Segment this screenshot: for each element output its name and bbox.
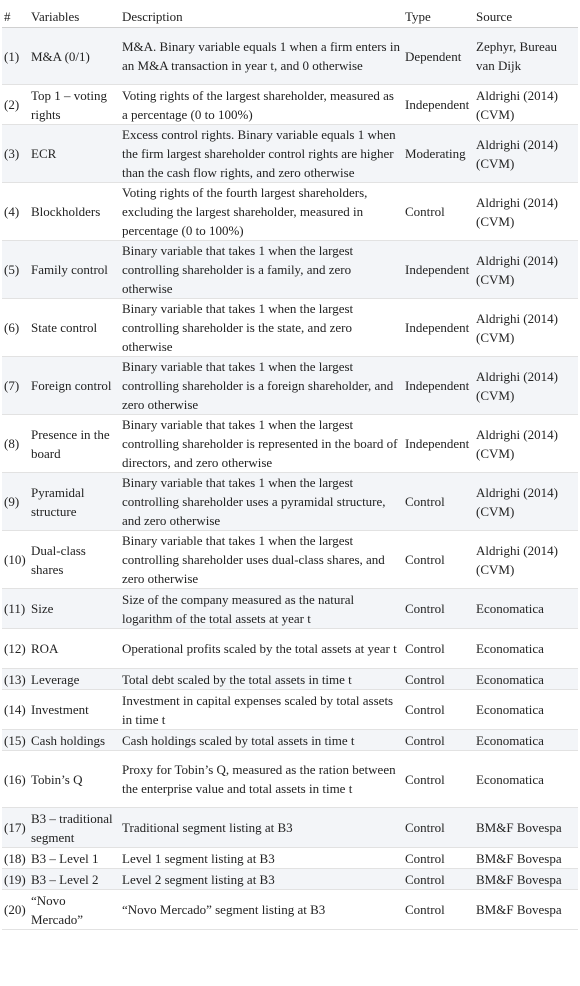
variable-source: Aldrighi (2014) (CVM) (474, 415, 578, 473)
variable-type: Control (403, 531, 474, 589)
table-row (2, 890, 578, 930)
table-row (2, 669, 578, 690)
variable-type: Independent (403, 299, 474, 357)
variable-name: Family control (29, 241, 120, 299)
variable-source: Aldrighi (2014) (CVM) (474, 299, 578, 357)
row-number: (10) (2, 531, 29, 589)
variable-source: Aldrighi (2014) (CVM) (474, 357, 578, 415)
variable-source: Economatica (474, 669, 578, 690)
row-number: (1) (2, 28, 29, 85)
variable-description: M&A. Binary variable equals 1 when a firm enters in an M&A transaction in year t, and 0 otherwise (120, 28, 403, 85)
variable-source: BM&F Bovespa (474, 848, 578, 869)
table-row (2, 85, 578, 125)
variable-name: State control (29, 299, 120, 357)
table-row (2, 357, 578, 415)
variable-description: Binary variable that takes 1 when the largest controlling shareholder uses a pyramidal structure, and zero otherwise (120, 473, 403, 531)
variable-description: Proxy for Tobin’s Q, measured as the ration between the enterprise value and total assets in time t (120, 751, 403, 808)
variable-description: Binary variable that takes 1 when the largest controlling shareholder is the state, and zero otherwise (120, 299, 403, 357)
table-row (2, 751, 578, 808)
table-header-row (2, 2, 578, 28)
variable-type: Control (403, 629, 474, 669)
variable-name: B3 – Level 2 (29, 869, 120, 890)
table-row (2, 690, 578, 730)
row-number: (8) (2, 415, 29, 473)
variable-type: Control (403, 669, 474, 690)
variable-source: Aldrighi (2014) (CVM) (474, 183, 578, 241)
variable-type: Control (403, 589, 474, 629)
variable-name: Blockholders (29, 183, 120, 241)
header-number: # (2, 2, 29, 28)
row-number: (17) (2, 808, 29, 848)
header-source: Source (474, 2, 578, 28)
variable-source: Aldrighi (2014) (CVM) (474, 125, 578, 183)
table-row (2, 869, 578, 890)
table-row (2, 241, 578, 299)
table-row (2, 28, 578, 85)
variable-name: Investment (29, 690, 120, 730)
variable-type: Control (403, 808, 474, 848)
table-row (2, 589, 578, 629)
table-row (2, 730, 578, 751)
variable-name: Tobin’s Q (29, 751, 120, 808)
variable-type: Control (403, 730, 474, 751)
row-number: (16) (2, 751, 29, 808)
variable-type: Independent (403, 357, 474, 415)
variable-name: ECR (29, 125, 120, 183)
variable-type: Independent (403, 241, 474, 299)
variable-description: Level 1 segment listing at B3 (120, 848, 403, 869)
variable-name: Size (29, 589, 120, 629)
variable-name: ROA (29, 629, 120, 669)
variables-table (2, 2, 578, 930)
variable-source: Economatica (474, 589, 578, 629)
variable-description: Investment in capital expenses scaled by total assets in time t (120, 690, 403, 730)
variable-type: Independent (403, 85, 474, 125)
variable-source: Aldrighi (2014) (CVM) (474, 241, 578, 299)
header-type: Type (403, 2, 474, 28)
variable-type: Control (403, 869, 474, 890)
variable-name: Pyramidal structure (29, 473, 120, 531)
row-number: (9) (2, 473, 29, 531)
table-row (2, 629, 578, 669)
variable-description: Binary variable that takes 1 when the largest controlling shareholder uses dual-class shares, and zero otherwise (120, 531, 403, 589)
variable-source: Aldrighi (2014) (CVM) (474, 85, 578, 125)
variable-source: Economatica (474, 730, 578, 751)
row-number: (19) (2, 869, 29, 890)
variable-name: Cash holdings (29, 730, 120, 751)
variable-source: Economatica (474, 751, 578, 808)
variable-description: Total debt scaled by the total assets in time t (120, 669, 403, 690)
row-number: (13) (2, 669, 29, 690)
variable-name: B3 – Level 1 (29, 848, 120, 869)
variable-source: Aldrighi (2014) (CVM) (474, 473, 578, 531)
variable-type: Dependent (403, 28, 474, 85)
header-description: Description (120, 2, 403, 28)
variable-source: Economatica (474, 629, 578, 669)
row-number: (15) (2, 730, 29, 751)
variable-name: M&A (0/1) (29, 28, 120, 85)
variable-type: Control (403, 751, 474, 808)
row-number: (5) (2, 241, 29, 299)
variable-source: Aldrighi (2014) (CVM) (474, 531, 578, 589)
variable-description: Cash holdings scaled by total assets in time t (120, 730, 403, 751)
variable-type: Control (403, 890, 474, 930)
variable-source: Economatica (474, 690, 578, 730)
row-number: (7) (2, 357, 29, 415)
row-number: (2) (2, 85, 29, 125)
table-row (2, 299, 578, 357)
variable-type: Independent (403, 415, 474, 473)
variable-type: Moderating (403, 125, 474, 183)
variable-source: Zephyr, Bureau van Dijk (474, 28, 578, 85)
table-row (2, 531, 578, 589)
variable-name: Dual-class shares (29, 531, 120, 589)
variable-name: Top 1 – voting rights (29, 85, 120, 125)
variable-source: BM&F Bovespa (474, 890, 578, 930)
table-row (2, 125, 578, 183)
variable-name: “Novo Mercado” (29, 890, 120, 930)
table-row (2, 848, 578, 869)
variable-description: Voting rights of the largest shareholder, measured as a percentage (0 to 100%) (120, 85, 403, 125)
table-row (2, 183, 578, 241)
row-number: (18) (2, 848, 29, 869)
variable-description: Binary variable that takes 1 when the largest controlling shareholder is a foreign shareholder, and zero otherwise (120, 357, 403, 415)
table-row (2, 473, 578, 531)
variable-description: Traditional segment listing at B3 (120, 808, 403, 848)
variable-description: Size of the company measured as the natural logarithm of the total assets at year t (120, 589, 403, 629)
variable-type: Control (403, 473, 474, 531)
row-number: (11) (2, 589, 29, 629)
variable-description: “Novo Mercado” segment listing at B3 (120, 890, 403, 930)
row-number: (6) (2, 299, 29, 357)
variable-type: Control (403, 690, 474, 730)
row-number: (14) (2, 690, 29, 730)
table-row (2, 415, 578, 473)
variable-description: Excess control rights. Binary variable equals 1 when the firm largest shareholder control rights are higher than the cash flow rights, and zero otherwise (120, 125, 403, 183)
variable-type: Control (403, 848, 474, 869)
variable-source: BM&F Bovespa (474, 869, 578, 890)
row-number: (3) (2, 125, 29, 183)
variable-description: Level 2 segment listing at B3 (120, 869, 403, 890)
variable-name: B3 – traditional segment (29, 808, 120, 848)
variable-description: Voting rights of the fourth largest shareholders, excluding the largest shareholder, measured in percentage (0 to 100%) (120, 183, 403, 241)
variable-source: BM&F Bovespa (474, 808, 578, 848)
variable-description: Binary variable that takes 1 when the largest controlling shareholder is represented in the board of directors, and zero otherwise (120, 415, 403, 473)
row-number: (12) (2, 629, 29, 669)
variable-description: Binary variable that takes 1 when the largest controlling shareholder is a family, and zero otherwise (120, 241, 403, 299)
variable-name: Leverage (29, 669, 120, 690)
variable-type: Control (403, 183, 474, 241)
variable-name: Presence in the board (29, 415, 120, 473)
variable-name: Foreign control (29, 357, 120, 415)
variable-description: Operational profits scaled by the total assets at year t (120, 629, 403, 669)
header-variables: Variables (29, 2, 120, 28)
row-number: (4) (2, 183, 29, 241)
table-row (2, 808, 578, 848)
row-number: (20) (2, 890, 29, 930)
